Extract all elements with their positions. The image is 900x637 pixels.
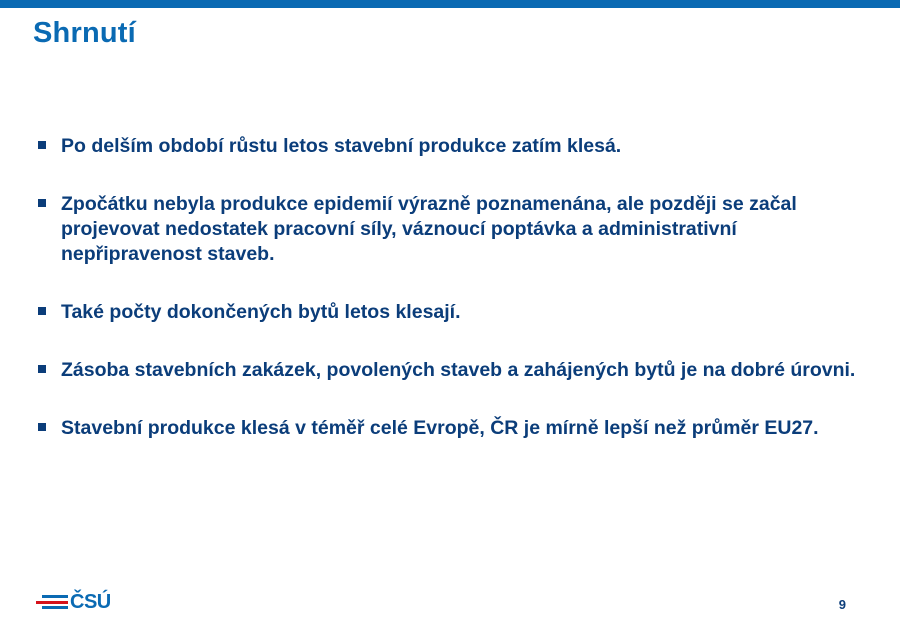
bullet-item: [38, 134, 878, 159]
square-bullet-icon: [38, 141, 46, 149]
bullet-item: [38, 416, 878, 441]
bullet-text: Po delším období růstu letos stavební produkce zatím klesá.: [61, 135, 622, 157]
bullet-item: [38, 192, 878, 267]
square-bullet-icon: [38, 423, 46, 431]
logo-text: ČSÚ: [70, 590, 111, 613]
page-number: 9: [838, 597, 846, 612]
bullet-item: [38, 300, 878, 325]
bullet-item: [38, 358, 878, 383]
csu-logo-icon: [36, 595, 68, 609]
bullet-list: [38, 134, 878, 441]
bullet-text: Zásoba stavebních zakázek, povolených staveb a zahájených bytů je na dobré úrovni.: [61, 359, 856, 381]
square-bullet-icon: [38, 307, 46, 315]
csu-logo: [36, 591, 111, 613]
square-bullet-icon: [38, 199, 46, 207]
square-bullet-icon: [38, 365, 46, 373]
bullet-text: Také počty dokončených bytů letos klesají.: [61, 301, 461, 323]
top-accent-bar: [0, 0, 900, 8]
slide-title: Shrnutí: [33, 17, 136, 49]
bullet-text: Zpočátku nebyla produkce epidemií výrazně poznamenána, ale později se začal projevovat nedostatek pracovní síly, váznoucí poptávka a administrativní nepřipravenost staveb.: [61, 193, 797, 265]
bullet-text: Stavební produkce klesá v téměř celé Evropě, ČR je mírně lepší než průměr EU27.: [61, 417, 819, 439]
